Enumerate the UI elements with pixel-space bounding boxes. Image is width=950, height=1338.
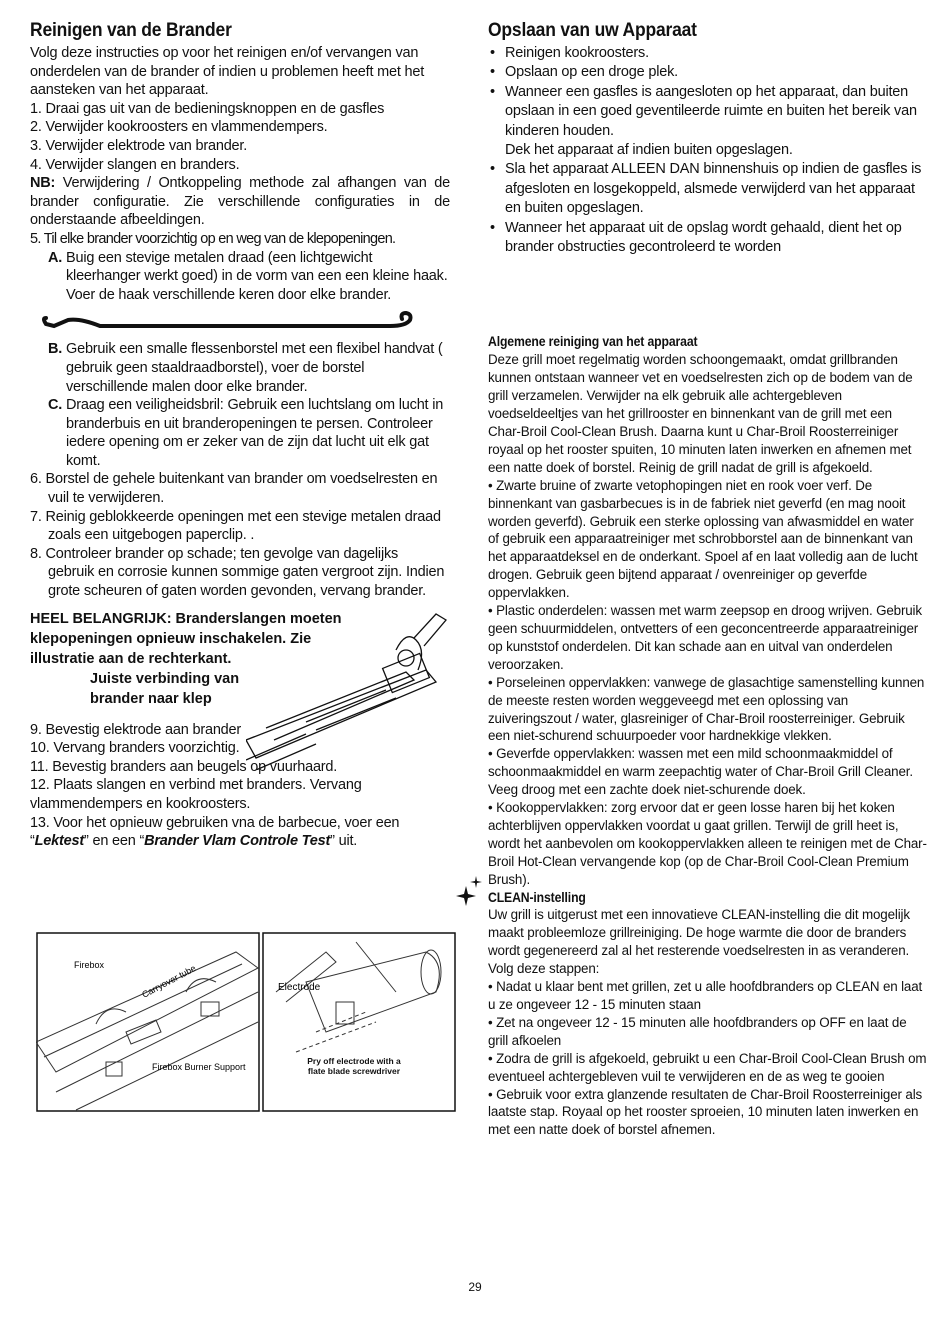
substep-a [30,249,450,305]
fig-label-carryover: Carryover tube [140,962,198,1000]
step-8: 8. Controleer brander op schade; ten gevolge van dagelijks gebruik en corrosie kunnen sommige gaten vergroot zijn. Indien grote scheuren of gaten worden gevonden, vervang brander. [30,545,445,600]
step-13-mid: ” en een “ [84,833,145,850]
step-12: 12. Plaats slangen en verbind met branders. Vervang vlammendempers en kookroosters. [30,777,362,812]
general-para: • Porseleinen oppervlakken: vanwege de glasachtige samenstelling kunnen de meeste resten worden weggeveegd met een oplossing van zuiveringszout / water, glasreiniger of Char-Broil roosterreiniger. Gebruik een niet-schurend schuurpoeder voor hardnekkige vlekken. [488,674,925,744]
section-title-storage: Opslaan van uw Apparaat [488,20,697,41]
step-4: 4. Verwijder slangen en branders. [30,156,240,173]
fig-label-support: Firebox Burner Support [152,1062,246,1072]
step-2: 2. Verwijder kookroosters en vlammendempers. [30,119,328,136]
general-para: • Zwarte bruine of zwarte vetophopingen niet en rook voer verf. De binnenkant van gasbarbecues is in de fabriek niet geverfd (en mag nooit worden geverfd). Gebruik een sterke oplossing van afwasmiddel en water of gebruik een apparaatreiniger met schrobborstel aan de binnenkant van het apparaatdeksel en de onderkant. Spoel af en laat volledig aan de lucht drogen. Gebruik geen bijtend apparaat / ovenreiniger op geverfde oppervlakken. [488,477,918,601]
clean-para: • Zodra de grill is afgekoeld, gebruikt u een Char-Broil Cool-Clean Brush om eventueel achtergebleven vuil te verwijderen en de as weg te gooien [488,1050,927,1084]
substep-a-text: Buig een stevige metalen draad (een lichtgewicht kleerhanger werkt goed) in de vorm van een een kleine haak. Voer de haak verschillende keren door elke brander. [66,249,448,303]
step-11: 11. Bevestig branders aan beugels op vuurhaard. [30,758,338,775]
fig-label-pry-wrap [298,1056,410,1086]
burner-illustrations [36,932,456,1112]
general-cleaning [488,333,928,1139]
general-para: • Kookoppervlakken: zorg ervoor dat er geen losse haren bij het koken achterblijven oppervlakken voordat u gaat grillen. Terwijl de grill heet is, wordt het aanbevolen om kookoppervlakken alleen te reinigen met de Char-Broil Hot-Clean vervangende kop (op de Char-Broil Cool-Clean Premium Brush). [488,800,927,887]
flame-test-label: Brander Vlam Controle Test [144,833,331,850]
storage-item: • Opslaan op een droge plek. [490,64,678,81]
valve-connection-illustration [246,610,456,770]
clean-setting-heading: CLEAN-instelling [488,889,586,905]
storage-item-text: Opslaan op een droge plek. [505,64,678,81]
nb-label: NB: [30,175,56,192]
step-13 [30,814,450,851]
burner-instructions [30,44,450,601]
intro-text: Volg deze instructies op voor het reinigen en/of vervangen van onderdelen van de brander of indien u problemen heeft met het aansteken van het apparaat. [30,45,425,99]
section-title-burner-cleaning: Reinigen van de Brander [30,20,232,41]
clean-para: • Nadat u klaar bent met grillen, zet u alle hoofdbranders op CLEAN en laat u ze ongeveer 12 - 15 minuten staan [488,979,923,1012]
correct-connection-caption: Juiste verbinding van brander naar klep [90,670,240,707]
substep-c-text: Draag een veiligheidsbril: Gebruik een luchtslang om lucht in branderbuis en uit branderopeningen te persen. Controleer iedere opening om er zeker van de zijn dat lucht uit elk gat komt. [66,397,444,469]
storage-item: • Wanneer een gasfles is aangesloten op het apparaat, dan buiten opslaan in een goed geventileerde ruimte en buiten het bereik van kinderen houden. Dek het apparaat af indien buiten opgeslagen. [490,83,917,159]
general-para: • Geverfde oppervlakken: wassen met een mild schoonmaakmiddel of schoonmaakmiddel en warm zeepachtig water of Char-Broil Grill Cleaner. Veeg droog met een zachte doek niet-schurende doek. [488,746,913,798]
step-1: 1. Draai gas uit van de bedieningsknoppen en de gasfles [30,100,385,117]
storage-item-text: Wanneer het apparaat uit de opslag wordt gehaald, dient het op brander obstructies gecontroleerd te worden [505,219,902,256]
sparkle-icon [456,876,484,906]
substep-b [30,340,450,396]
storage-list [488,44,928,257]
general-para: • Plastic onderdelen: wassen met warm zeepsop en droog wrijven. Gebruik geen schuurmiddelen, ontvetters of een geconcentreerde apparaatreiniger op kunststof onderdelen. Dit kan schade aan en uitval van onderdelen veroorzaken. [488,603,922,672]
step-5: 5. Til elke brander voorzichtig op en weg van de klepopeningen. [30,230,396,247]
substep-c-label: C. [48,397,63,414]
storage-item: • Reinigen kookroosters. [490,45,649,61]
clean-para: • Zet na ongeveer 12 - 15 minuten alle hoofdbranders op OFF en laat de grill afkoelen [488,1014,907,1048]
step-13-pre: 13. Voor het opnieuw gebruiken vna de barbecue, voer een “ [30,814,400,850]
general-para: Deze grill moet regelmatig worden schoongemaakt, omdat grillbranden kunnen ontstaan wanneer vet en voedselresten zich op de bodem van de grill verzamelen. Verwijder na elk gebruik alle achtergebleven voedseldeeltjes van het grillrooster en binnenkant van de grill met een Char-Broil Cool-Clean Brush. Daarna kunt u Char-Broil Roosterreiniger royaal op het rooster spuiten, 10 minuten laten inwerken en afnemen met een natte doek of borstel. Reinig de grill nadat de grill is afgekoeld. [488,352,913,475]
storage-item-extra: Dek het apparaat af indien buiten opgeslagen. [505,142,793,159]
wire-hook-illustration [40,310,420,332]
nb-text: Verwijdering / Ontkoppeling methode zal afhangen van de brander configuratie. Zie verschillende configuraties in de onderstaande afbeeldingen. [30,175,450,229]
nb-note [30,174,450,230]
storage-item: • Sla het apparaat ALLEEN DAN binnenshuis op indien de gasfles is afgesloten en losgekoppeld, alsmede verwijderd van het apparaat en buiten opgeslagen. [490,161,922,217]
step-6: 6. Borstel de gehele buitenkant van brander om voedselresten en vuil te verwijderen. [30,471,438,507]
step-9: 9. Bevestig elektrode aan brander [30,721,242,738]
step-13-post: ” uit. [330,833,358,850]
storage-item-text: Sla het apparaat ALLEEN DAN binnenshuis op indien de gasfles is afgesloten en losgekoppeld, alsmede verwijderd van het apparaat en buiten opgeslagen. [505,161,922,217]
clean-para: Uw grill is uitgerust met een innovatieve CLEAN-instelling die dit mogelijk maakt probleemloze grillreiniging. De hoge warmte die door de branders wordt gegenereerd zal al het resterende voedselresten in as veranderen. Volg deze stappen: [488,907,910,977]
storage-item-text: Wanneer een gasfles is aangesloten op het apparaat, dan buiten opslaan in een goed geventileerde ruimte en buiten het bereik van kinderen houden. [505,83,917,139]
substep-b-text: Gebruik een smalle flessenborstel met een flexibel handvat ( gebruik geen staaldraadborstel), voer de borstel verschillende malen door elke brander. [66,341,443,395]
right-column [488,20,928,1139]
storage-item: • Wanneer het apparaat uit de opslag wordt gehaald, dient het op brander obstructies gecontroleerd te worden [490,219,902,256]
step-3: 3. Verwijder elektrode van brander. [30,137,248,154]
leak-test-label: Lektest [34,833,85,850]
fig-label-electrode: Electrode [278,982,321,993]
step-7: 7. Reinig geblokkeerde openingen met een stevige metalen draad zoals een uitgebogen paperclip. . [30,508,441,544]
general-cleaning-heading: Algemene reiniging van het apparaat [488,334,698,350]
fig-label-pry: Pry off electrode with a flate blade screwdriver [307,1056,401,1076]
substep-c [30,396,450,470]
step-10: 10. Vervang branders voorzichtig. [30,740,240,757]
clean-para: • Gebruik voor extra glanzende resultaten de Char-Broil Roosterreiniger als laatste stap. Royaal op het rooster sproeien, 10 minuten laten inwerken en met een natte doek of borstel afnemen. [488,1086,923,1138]
substep-a-label: A. [48,249,63,266]
substep-b-label: B. [48,341,63,358]
page-number: 29 [468,1280,482,1294]
important-note: HEEL BELANGRIJK: Branderslangen moeten klepopeningen opnieuw inschakelen. Zie illustratie aan de rechterkant. [30,610,342,667]
fig-label-firebox: Firebox [74,960,105,970]
storage-item-text: Reinigen kookroosters. [505,45,649,61]
